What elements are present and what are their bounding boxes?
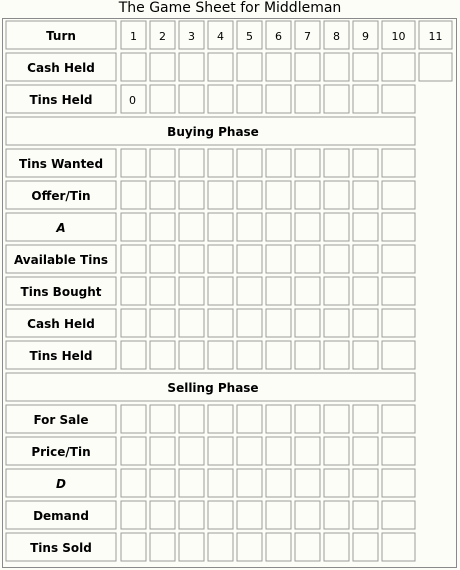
turn-number: 2	[159, 30, 166, 43]
entry-cell[interactable]	[179, 149, 204, 177]
row-label: A	[56, 221, 66, 235]
entry-cell[interactable]	[382, 245, 415, 273]
entry-cell[interactable]	[324, 181, 349, 209]
selling_phase-phase-label: Selling Phase	[167, 381, 259, 395]
entry-cell[interactable]	[208, 213, 233, 241]
entry-cell[interactable]	[121, 341, 146, 369]
entry-cell[interactable]	[179, 245, 204, 273]
row-label: Available Tins	[13, 253, 109, 267]
row-label: Tins Sold	[30, 541, 92, 555]
entry-cell[interactable]	[179, 53, 204, 81]
entry-cell[interactable]	[324, 437, 349, 465]
entry-cell[interactable]	[237, 245, 262, 273]
entry-cell[interactable]	[208, 85, 233, 113]
entry-cell[interactable]	[150, 469, 175, 497]
entry-cell[interactable]	[382, 405, 415, 433]
entry-cell[interactable]	[295, 469, 320, 497]
entry-cell[interactable]	[266, 533, 291, 561]
entry-cell[interactable]	[324, 213, 349, 241]
turn-header-label: Turn	[46, 29, 76, 43]
entry-cell[interactable]	[208, 149, 233, 177]
entry-cell[interactable]	[237, 53, 262, 81]
entry-cell[interactable]	[179, 405, 204, 433]
entry-cell[interactable]	[382, 149, 415, 177]
entry-cell[interactable]	[353, 405, 378, 433]
entry-cell[interactable]	[150, 309, 175, 337]
entry-cell[interactable]	[121, 277, 146, 305]
entry-cell[interactable]	[353, 437, 378, 465]
entry-cell[interactable]	[179, 501, 204, 529]
entry-cell[interactable]	[121, 405, 146, 433]
turn-number: 9	[362, 30, 369, 43]
entry-cell[interactable]	[121, 213, 146, 241]
entry-cell[interactable]	[121, 437, 146, 465]
turn-number: 3	[188, 30, 195, 43]
entry-cell[interactable]	[382, 437, 415, 465]
entry-cell[interactable]	[382, 277, 415, 305]
entry-cell[interactable]	[295, 149, 320, 177]
entry-cell[interactable]	[266, 309, 291, 337]
entry-cell[interactable]	[179, 437, 204, 465]
entry-cell[interactable]	[382, 501, 415, 529]
entry-cell[interactable]	[353, 309, 378, 337]
entry-cell[interactable]	[208, 405, 233, 433]
entry-cell[interactable]	[121, 53, 146, 81]
entry-cell[interactable]	[419, 53, 452, 81]
entry-cell[interactable]	[237, 533, 262, 561]
entry-cell[interactable]	[150, 341, 175, 369]
entry-cell[interactable]	[237, 469, 262, 497]
entry-cell[interactable]	[266, 501, 291, 529]
entry-cell[interactable]	[208, 469, 233, 497]
entry-cell[interactable]	[150, 85, 175, 113]
entry-cell[interactable]	[266, 437, 291, 465]
entry-cell[interactable]	[237, 213, 262, 241]
entry-cell[interactable]	[324, 533, 349, 561]
row-label: Tins Held	[29, 349, 93, 363]
entry-cell[interactable]	[382, 85, 415, 113]
entry-cell[interactable]	[179, 277, 204, 305]
entry-cell[interactable]	[266, 149, 291, 177]
entry-cell[interactable]	[382, 341, 415, 369]
entry-cell[interactable]	[208, 341, 233, 369]
entry-cell[interactable]	[353, 341, 378, 369]
entry-cell[interactable]	[353, 277, 378, 305]
entry-cell[interactable]	[353, 53, 378, 81]
entry-cell[interactable]	[295, 533, 320, 561]
entry-cell[interactable]	[237, 309, 262, 337]
entry-cell[interactable]	[121, 501, 146, 529]
entry-cell[interactable]	[121, 149, 146, 177]
entry-cell[interactable]	[324, 309, 349, 337]
row-label: Demand	[33, 509, 89, 523]
entry-cell[interactable]	[150, 533, 175, 561]
entry-cell[interactable]	[150, 181, 175, 209]
entry-cell[interactable]	[179, 181, 204, 209]
entry-cell[interactable]	[295, 405, 320, 433]
game-sheet-grid	[3, 19, 458, 569]
buying_phase-phase-label: Buying Phase	[167, 125, 259, 139]
entry-cell[interactable]	[208, 53, 233, 81]
entry-cell[interactable]	[266, 469, 291, 497]
turn-number: 4	[217, 30, 224, 43]
entry-cell[interactable]	[382, 53, 415, 81]
entry-cell[interactable]	[295, 277, 320, 305]
entry-cell[interactable]	[150, 277, 175, 305]
entry-cell[interactable]	[179, 533, 204, 561]
entry-cell[interactable]	[179, 309, 204, 337]
entry-cell[interactable]	[353, 533, 378, 561]
entry-cell[interactable]	[266, 85, 291, 113]
row-label: D	[56, 477, 66, 491]
entry-cell[interactable]	[324, 469, 349, 497]
turn-number: 8	[333, 30, 340, 43]
entry-cell[interactable]	[324, 245, 349, 273]
entry-cell[interactable]	[353, 213, 378, 241]
entry-cell[interactable]	[237, 437, 262, 465]
entry-cell[interactable]	[266, 277, 291, 305]
entry-cell[interactable]	[121, 469, 146, 497]
entry-cell[interactable]	[324, 501, 349, 529]
entry-cell[interactable]	[237, 181, 262, 209]
entry-cell[interactable]	[353, 469, 378, 497]
entry-cell[interactable]	[295, 53, 320, 81]
entry-cell[interactable]	[295, 213, 320, 241]
row-label: Offer/Tin	[31, 189, 91, 203]
turn-number: 11	[428, 30, 443, 43]
entry-cell[interactable]	[208, 533, 233, 561]
entry-cell[interactable]	[208, 437, 233, 465]
sheet-title: The Game Sheet for Middleman	[118, 0, 342, 16]
entry-cell[interactable]	[121, 245, 146, 273]
entry-cell[interactable]	[295, 85, 320, 113]
entry-cell[interactable]	[382, 309, 415, 337]
entry-cell[interactable]	[324, 341, 349, 369]
entry-cell[interactable]	[121, 181, 146, 209]
entry-cell[interactable]	[150, 245, 175, 273]
entry-cell[interactable]	[266, 213, 291, 241]
turn-number: 7	[304, 30, 311, 43]
entry-cell[interactable]	[179, 213, 204, 241]
entry-cell[interactable]	[237, 149, 262, 177]
entry-cell[interactable]	[266, 341, 291, 369]
entry-cell[interactable]	[150, 213, 175, 241]
row-label: Tins Held	[29, 93, 93, 107]
entry-cell[interactable]	[324, 405, 349, 433]
entry-cell[interactable]	[150, 437, 175, 465]
entry-cell[interactable]	[237, 341, 262, 369]
entry-cell[interactable]	[295, 437, 320, 465]
entry-cell[interactable]	[353, 181, 378, 209]
entry-cell[interactable]	[150, 149, 175, 177]
entry-cell[interactable]	[179, 85, 204, 113]
cell-value: 0	[129, 94, 136, 107]
entry-cell[interactable]	[382, 181, 415, 209]
entry-cell[interactable]	[353, 85, 378, 113]
entry-cell[interactable]	[266, 245, 291, 273]
entry-cell[interactable]	[295, 181, 320, 209]
row-label: Cash Held	[27, 317, 95, 331]
entry-cell[interactable]	[324, 277, 349, 305]
entry-cell[interactable]	[121, 309, 146, 337]
entry-cell[interactable]	[353, 501, 378, 529]
entry-cell[interactable]	[266, 53, 291, 81]
entry-cell[interactable]	[237, 501, 262, 529]
entry-cell[interactable]	[179, 341, 204, 369]
entry-cell[interactable]	[150, 53, 175, 81]
entry-cell[interactable]	[208, 501, 233, 529]
entry-cell[interactable]	[150, 405, 175, 433]
entry-cell[interactable]	[150, 501, 175, 529]
entry-cell[interactable]	[266, 405, 291, 433]
entry-cell[interactable]	[237, 405, 262, 433]
entry-cell[interactable]	[208, 181, 233, 209]
entry-cell[interactable]	[266, 181, 291, 209]
entry-cell[interactable]	[324, 85, 349, 113]
turn-number: 5	[246, 30, 253, 43]
entry-cell[interactable]	[324, 53, 349, 81]
entry-cell[interactable]	[382, 213, 415, 241]
turn-number: 10	[391, 30, 406, 43]
entry-cell[interactable]	[208, 277, 233, 305]
entry-cell[interactable]	[324, 149, 349, 177]
row-label: Tins Wanted	[18, 157, 104, 171]
turn-number: 6	[275, 30, 282, 43]
entry-cell[interactable]	[382, 469, 415, 497]
entry-cell[interactable]	[382, 533, 415, 561]
row-label: For Sale	[33, 413, 89, 427]
entry-cell[interactable]	[237, 85, 262, 113]
entry-cell[interactable]	[179, 469, 204, 497]
entry-cell[interactable]	[295, 309, 320, 337]
entry-cell[interactable]	[353, 149, 378, 177]
entry-cell[interactable]	[295, 501, 320, 529]
entry-cell[interactable]	[295, 245, 320, 273]
row-label: Price/Tin	[31, 445, 91, 459]
turn-number: 1	[130, 30, 137, 43]
entry-cell[interactable]	[208, 245, 233, 273]
entry-cell[interactable]	[121, 533, 146, 561]
row-label: Tins Bought	[20, 285, 102, 299]
entry-cell[interactable]	[208, 309, 233, 337]
entry-cell[interactable]	[295, 341, 320, 369]
entry-cell[interactable]	[353, 245, 378, 273]
entry-cell[interactable]	[237, 277, 262, 305]
game-sheet-table	[2, 18, 457, 568]
row-label: Cash Held	[27, 61, 95, 75]
